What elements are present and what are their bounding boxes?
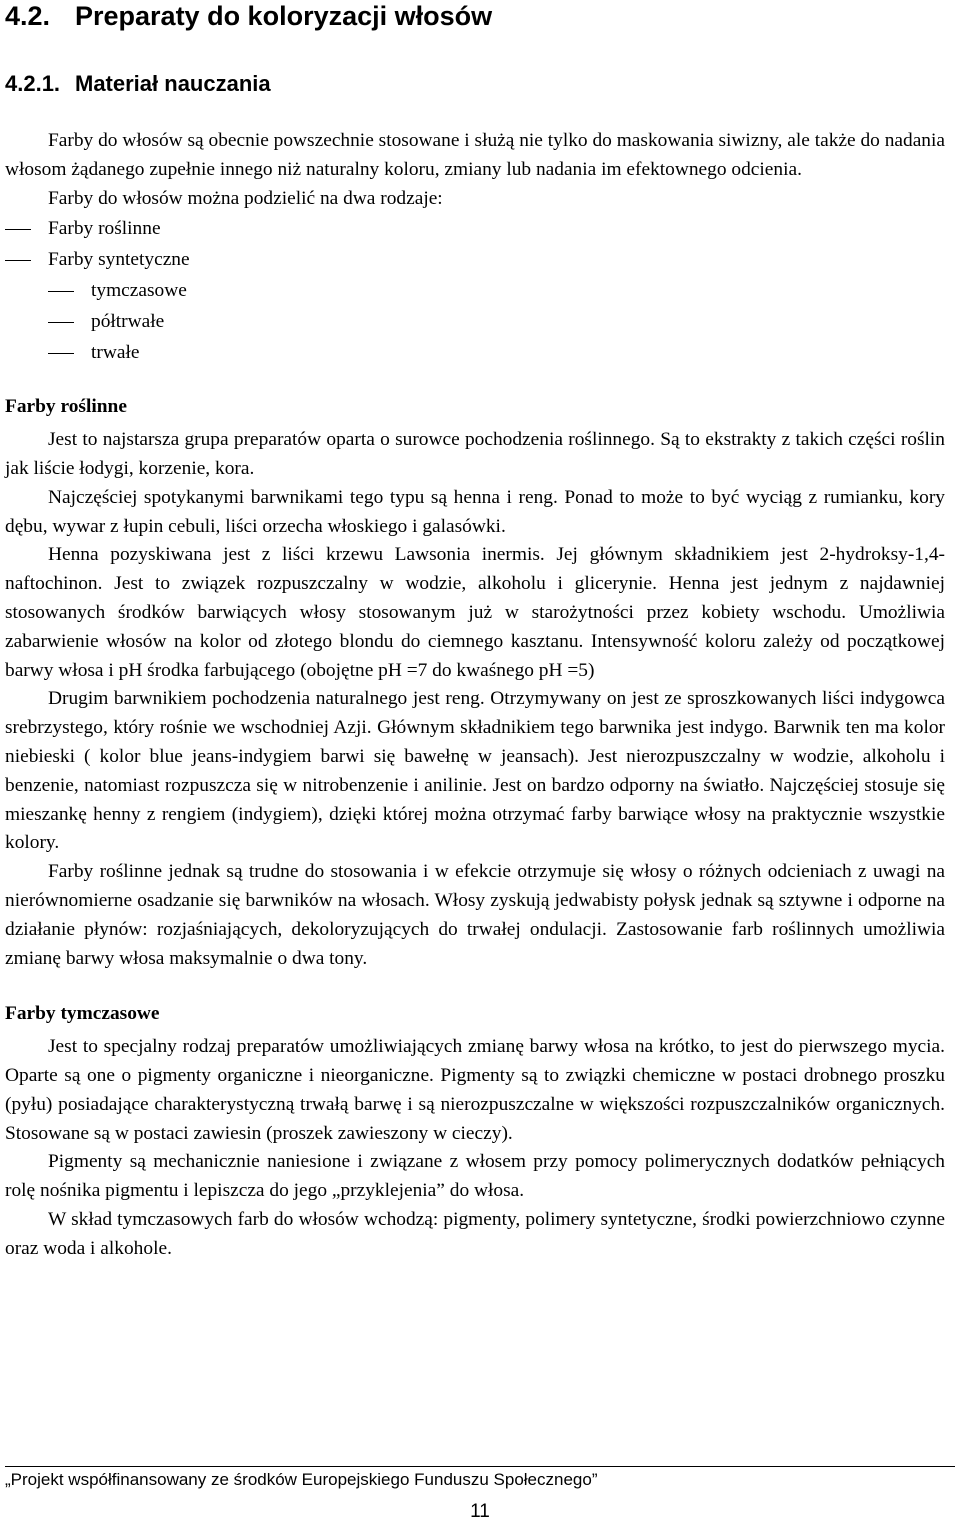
- plant-dyes-paragraph-3: Henna pozyskiwana jest z liści krzewu Lawsonia inermis. Jej głównym składnikiem jest 2-hydroksy-1,4-naftochinon. Jest to związek rozpuszczalny w wodzie, alkoholu i glicerynie. Henna jest jednym z najdawniej stosowanych środków barwiących włosy stosowanym już w starożytności przez kobiety wschodu. Umożliwia zabarwienie włosów na kolor od złotego blondu do ciemnego kasztanu. Intensywność koloru zależy od początkowej barwy włosa i pH środka farbującego (obojętne pH =7 do kwaśnego pH =5): [5, 544, 945, 681]
- page-number: 11: [470, 1501, 490, 1522]
- dash-bullet-icon: [48, 322, 74, 323]
- temporary-dyes-heading: Farby tymczasowe: [5, 1003, 160, 1025]
- temporary-dyes-paragraph-3: W skład tymczasowych farb do włosów wchodzą: pigmenty, polimery syntetyczne, środki powierzchniowo czynne oraz woda i alkohole.: [5, 1208, 945, 1259]
- subsection-title: Materiał nauczania: [75, 71, 271, 96]
- plant-dyes-paragraph-1: Jest to najstarsza grupa preparatów oparta o surowce pochodzenia roślinnego. Są to ekstrakty z takich części roślin jak liście łodygi, korzenie, kora.: [5, 429, 945, 479]
- subsection-heading: [5, 70, 271, 98]
- footer-funding-note: „Projekt współfinansowany ze środków Europejskiego Funduszu Społecznego”: [5, 1470, 598, 1489]
- intro-division-lead: Farby do włosów można podzielić na dwa rodzaje:: [48, 187, 443, 209]
- dash-bullet-icon: [48, 353, 74, 354]
- dash-bullet-icon: [48, 291, 74, 292]
- list-item-synthetic-dyes: Farby syntetyczne: [5, 246, 945, 275]
- plant-dyes-heading: Farby roślinne: [5, 396, 127, 418]
- dash-bullet-icon: [5, 229, 31, 230]
- plant-dyes-paragraph-5: Farby roślinne jednak są trudne do stosowania i w efekcie otrzymuje się włosy o różnych odcieniach z uwagi na nierównomierne osadzanie się barwników na włosach. Włosy zyskują jedwabisty połysk jednak są sztywne i odporne na działanie płynów: rozjaśniających, dekoloryzujących do trwałej ondulacji. Zastosowanie farb roślinnych umożliwia zmianę barwy włosa maksymalnie o dwa tony.: [5, 861, 945, 969]
- dash-bullet-icon: [5, 260, 31, 261]
- list-subitem-temporary: tymczasowe: [5, 277, 945, 306]
- intro-paragraph: Farby do włosów są obecnie powszechnie stosowane i służą nie tylko do maskowania siwizny, ale także do nadania włosom żądanego zupełnie innego niż naturalny koloru, zmiany lub nadania im efektownego odcienia.: [5, 130, 945, 180]
- list-subitem-permanent: trwałe: [5, 339, 945, 368]
- dye-types-list: [5, 215, 945, 367]
- section-title: Preparaty do koloryzacji włosów: [75, 1, 493, 31]
- plant-dyes-paragraph-2: Najczęściej spotykanymi barwnikami tego typu są henna i reng. Ponad to może to być wyciąg z rumianku, kory dębu, wywar z łupin cebuli, liści orzecha włoskiego i galasówki.: [5, 486, 945, 537]
- body-text: [5, 127, 945, 1263]
- list-item-plant-dyes: Farby roślinne: [5, 215, 945, 244]
- subsection-number: 4.2.1.: [5, 71, 61, 96]
- section-heading: [5, 0, 492, 32]
- footer-divider: [5, 1466, 955, 1467]
- list-subitem-semi-permanent: półtrwałe: [5, 308, 945, 337]
- temporary-dyes-paragraph-1: Jest to specjalny rodzaj preparatów umożliwiających zmianę barwy włosa na krótko, to jest do pierwszego mycia. Oparte są one o pigmenty organiczne i nieorganiczne. Pigmenty są to związki chemiczne w postaci drobnego proszku (pyłu) posiadające charakterystyczną trwałą barwę i są nierozpuszczalne w większości rozpuszczalników organicznych. Stosowane są w postaci zawiesin (proszek zawieszony w cieczy).: [5, 1036, 945, 1144]
- temporary-dyes-paragraph-2: Pigmenty są mechanicznie naniesione i związane z włosem przy pomocy polimerycznych dodatków pełniących rolę nośnika pigmentu i lepiszcza do jego „przyklejenia” do włosa.: [5, 1151, 945, 1202]
- plant-dyes-paragraph-4: Drugim barwnikiem pochodzenia naturalnego jest reng. Otrzymywany on jest ze sproszkowanych liści indygowca srebrzystego, który rośnie we wschodniej Azji. Głównym składnikiem tego barwnika jest indygo. Barwnik ten ma kolor niebieski ( kolor blue jeans-indygiem barwi się bawełnę w jeansach). Jest nierozpuszczalny w wodzie, alkoholu i benzenie, natomiast rozpuszcza się w nitrobenzenie i anilinie. Jest on bardzo odporny na światło. Najczęściej stosuje się mieszankę henny z rengiem (indygiem), dzięki której można otrzymać farby barwiące włosy na praktycznie wszystkie kolory.: [5, 688, 945, 854]
- section-number: 4.2.: [5, 1, 51, 31]
